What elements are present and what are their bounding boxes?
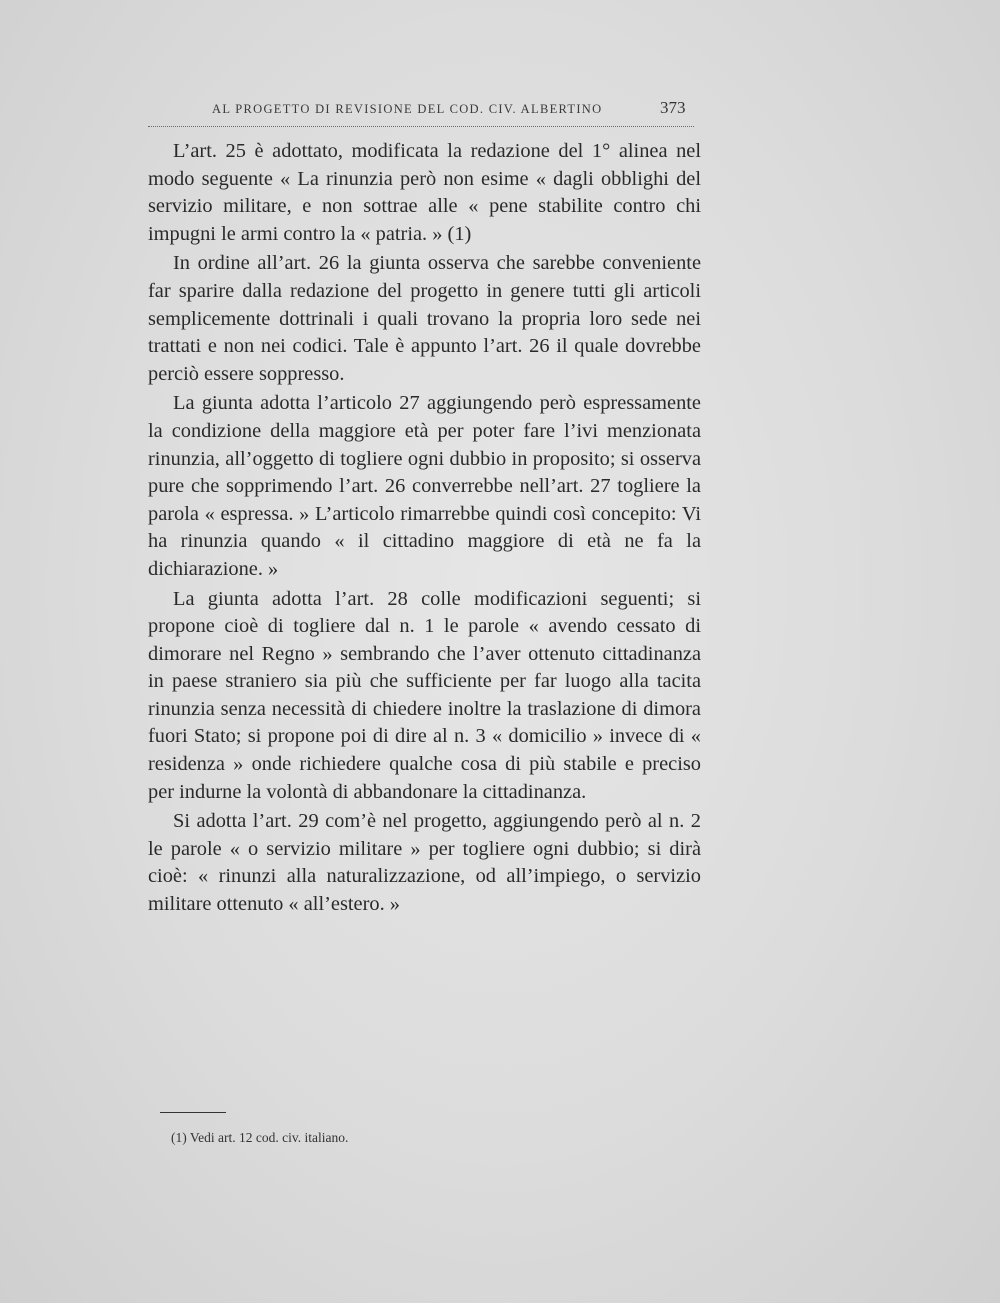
paragraph-art-25: L’art. 25 è adottato, modificata la redazione del 1° alinea nel modo seguente « La rinunzia però non esime « dagli obblighi del servizio militare, e non sottrae alle « pene stabilite contro chi impugni le armi contro la « patria. » (1) xyxy=(148,140,701,245)
paragraph-art-28: La giunta adotta l’art. 28 colle modificazioni seguenti; si propone cioè di togliere dal n. 1 le parole « avendo cessato di dimorare nel Regno » sembrando che l’aver ottenuto cittadinanza in paese straniero sia più che sufficiente per far luogo alla tacita rinunzia senza necessità di chiedere inoltre la traslazione di dimora fuori Stato; si propone poi di dire al n. 3 « domicilio » invece di « residenza » onde richiedere qualche cosa di più stabile e preciso per indurne la volontà di abbandonare la cittadinanza. xyxy=(148,587,701,803)
paragraph-art-27: La giunta adotta l’articolo 27 aggiungendo però espressamente la condizione della maggiore età per poter fare l’ivi menzionata rinunzia, all’oggetto di togliere ogni dubbio in proposito; si osserva pure che sopprimendo l’art. 26 converrebbe nell’art. 27 togliere la parola « espressa. » L’articolo rimarrebbe quindi così concepito: Vi ha rinunzia quando « il cittadino maggiore di età ne fa la dichiarazione. » xyxy=(148,392,701,580)
running-title: AL PROGETTO DI REVISIONE DEL COD. CIV. ALBERTINO xyxy=(212,102,603,116)
footnote: (1) Vedi art. 12 cod. civ. italiano. xyxy=(171,1130,349,1145)
footnote-rule xyxy=(160,1112,226,1113)
page-number: 373 xyxy=(660,98,686,117)
paragraph-art-29: Si adotta l’art. 29 com’è nel progetto, aggiungendo però al n. 2 le parole « o servizio militare » per togliere ogni dubbio; si dirà cioè: « rinunzi alla naturalizzazione, od all’impiego, o servizio militare ottenuto « all’estero. » xyxy=(148,810,701,916)
body-text xyxy=(148,138,701,921)
header-rule xyxy=(148,126,694,127)
paragraph-art-26: In ordine all’art. 26 la giunta osserva che sarebbe conveniente far sparire dalla redazione del progetto in genere tutti gli articoli semplicemente dottrinali i quali trovano la propria loro sede nei trattati e non nei codici. Tale è appunto l’art. 26 il quale dovrebbe perciò essere soppresso. xyxy=(148,252,701,385)
